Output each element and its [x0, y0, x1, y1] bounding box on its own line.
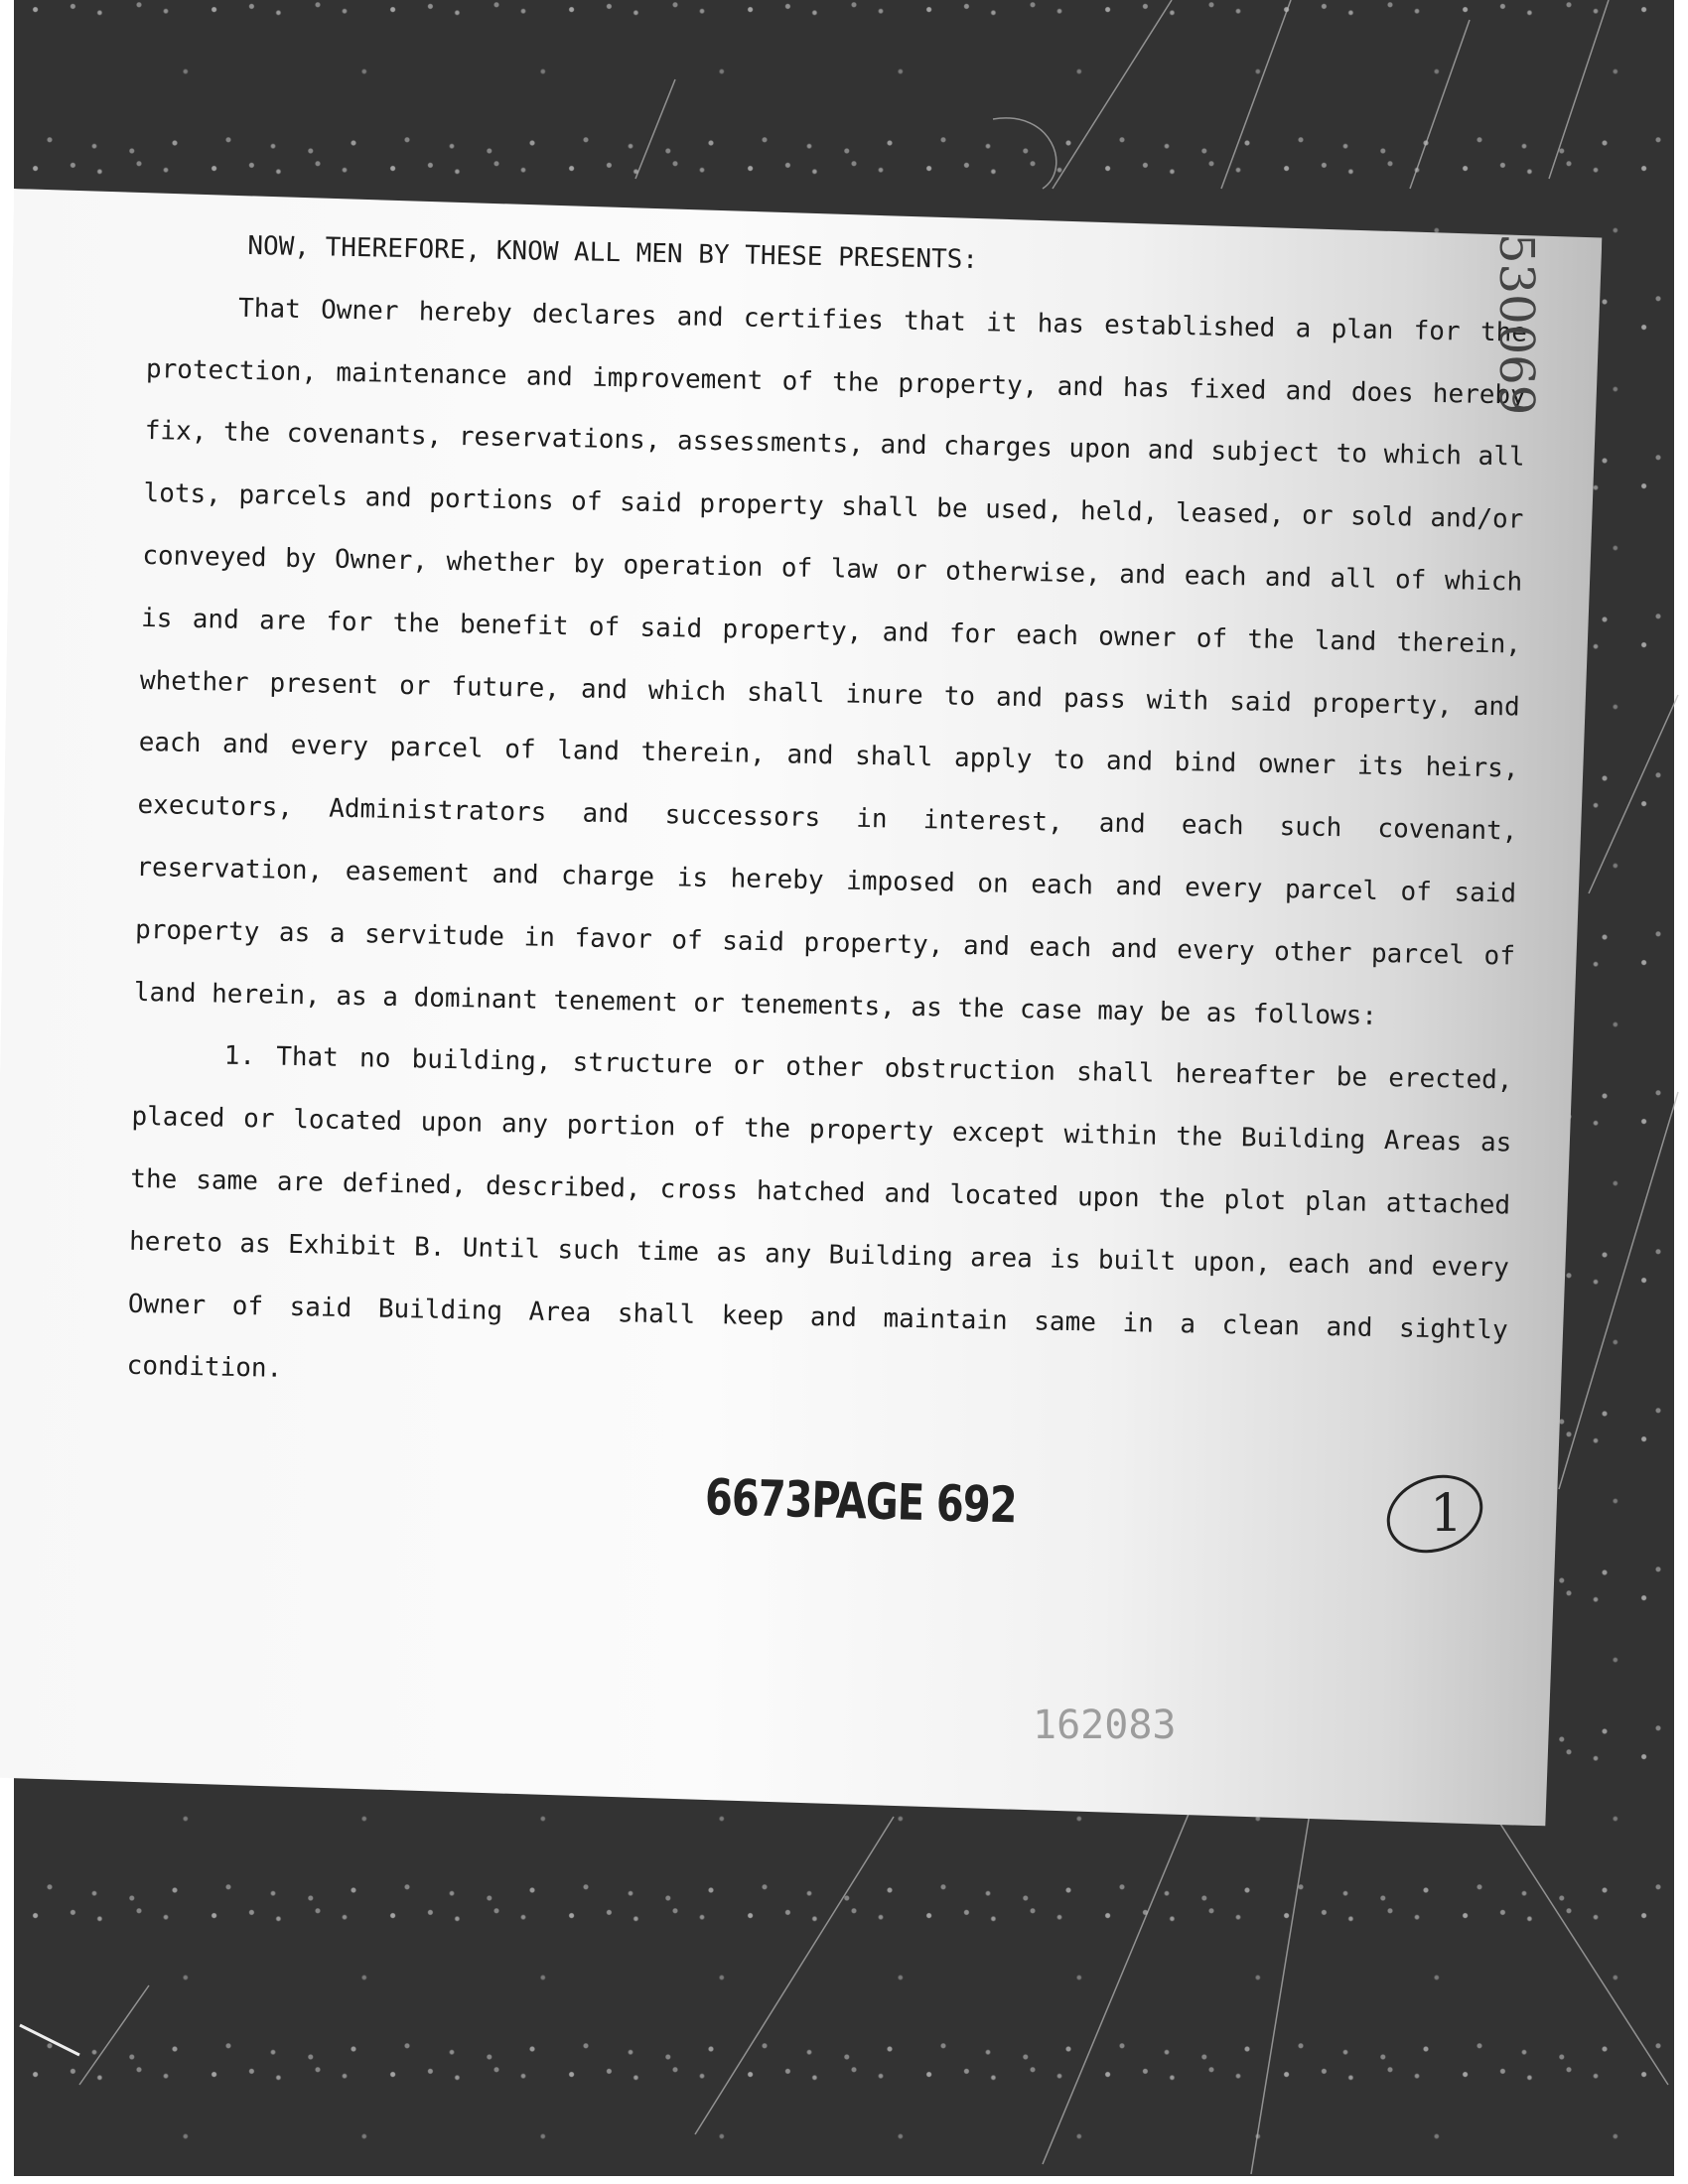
document-heading: NOW, THEREFORE, KNOW ALL MEN BY THESE PRESENTS:	[247, 230, 979, 276]
paragraph-2: 1. That no building, structure or other obstruction shall hereafter be erected, placed or located upon any portion of the property except within the Building Areas as the same are defined, described, cross hatched and located upon the plot plan attached hereto as Exhibit B. Until such time as any Building area is built upon, each and every Owner of said Building Area shall keep and maintain same in a clean and sightly condition.	[126, 1040, 1513, 1385]
paragraph-1: That Owner hereby declares and certifies that it has established a plan for the protection, maintenance and improvement of the property, and has fixed and does hereby fix, the covenants, reservations, assessments, and charges upon and subject to which all lots, parcels and portions of said property shall be used, held, leased, or sold and/or conveyed by Owner, whether by operation of law or otherwise, and each and all of which is and are for the benefit of said property, and for each owner of the land therein, whether present or future, and which shall inure to and pass with said property, and each and every parcel of land therein, and shall apply to and bind owner its heirs, executors, Administrators and successors in interest, and each such covenant, reservation, easement and charge is hereby imposed on each and every parcel of said property as a servitude in favor of said property, and each and every other parcel of land herein, as a dominant tenement or tenements, as the case may be as follows:	[133, 293, 1528, 1031]
circled-page-mark	[1380, 1469, 1489, 1559]
faint-record-number: 162083	[1033, 1703, 1177, 1748]
page-stamp: 6673PAGE 692	[704, 1469, 1018, 1535]
document-body	[126, 213, 1529, 1425]
margin-handwritten-number: 530069	[1488, 233, 1544, 416]
circled-digit: 1	[1430, 1484, 1464, 1544]
